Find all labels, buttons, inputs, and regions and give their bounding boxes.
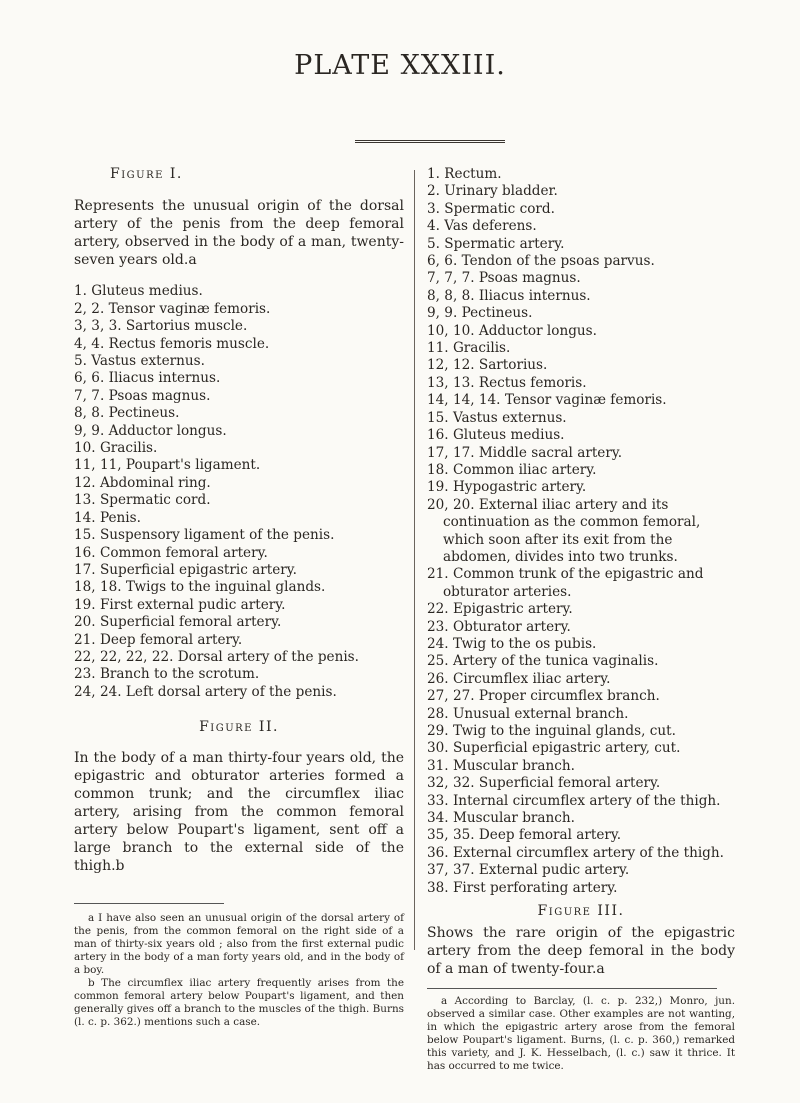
figure-2-legend-item: 3. Spermatic cord. xyxy=(427,200,555,217)
figure-1-legend-item: 1. Gluteus medius. xyxy=(74,283,203,300)
figure-2-legend-item: 17, 17. Middle sacral artery. xyxy=(427,444,623,461)
figure-1-legend-item: 21. Deep femoral artery. xyxy=(74,631,243,648)
figure-2-legend-item: 34. Muscular branch. xyxy=(427,810,575,827)
figure-1-legend-item: 12. Abdominal ring. xyxy=(74,474,211,491)
figure-3-description: Shows the rare origin of the epigastric artery from the deep femoral in the body of a man of twenty-four.a xyxy=(427,925,735,978)
figure-1-legend-item: 16. Common femoral artery. xyxy=(74,544,268,561)
figure-2-legend-item: 35, 35. Deep femoral artery. xyxy=(427,827,622,844)
figure-1-title: Figure I. xyxy=(110,166,183,182)
figure-2-legend-item: 8, 8, 8. Iliacus internus. xyxy=(427,287,591,304)
figure-2-legend-item: 1. Rectum. xyxy=(427,166,502,182)
figure-2-legend-item: 38. First perforating artery. xyxy=(427,879,618,896)
figure-2-title: Figure II. xyxy=(199,719,279,736)
figure-1-legend-item: 6, 6. Iliacus internus. xyxy=(74,370,221,387)
footnote-separator-right xyxy=(427,988,717,989)
figure-2-description: In the body of a man thirty-four years old, the epigastric and obturator arteries formed a common trunk; and the circumflex iliac artery, arising from the common femoral artery below Poupart's ligament, sent off a large branch to the external side of the thigh.b xyxy=(74,749,404,874)
figure-2-legend-item: 37, 37. External pudic artery. xyxy=(427,862,630,879)
figure-1-legend-item: 7, 7. Psoas magnus. xyxy=(74,387,211,404)
figure-1-legend-item: 4, 4. Rectus femoris muscle. xyxy=(74,335,270,352)
figure-2-legend-item: 21. Common trunk of the epigastric and obturator arteries. xyxy=(427,566,704,600)
figure-2-legend-item: 33. Internal circumflex artery of the thigh. xyxy=(427,792,721,809)
footnote-separator xyxy=(74,903,224,904)
figure-1-legend-item: 23. Branch to the scrotum. xyxy=(74,666,260,683)
figure-1-legend-item: 20. Superficial femoral artery. xyxy=(74,614,282,631)
figure-2-legend-item: 10, 10. Adductor longus. xyxy=(427,322,597,339)
figure-2-legend-item: 16. Gluteus medius. xyxy=(427,427,565,444)
figure-2-legend-item: 5. Spermatic artery. xyxy=(427,235,565,252)
figure-2-legend-item: 24. Twig to the os pubis. xyxy=(427,635,597,652)
figure-1-legend-item: 19. First external pudic artery. xyxy=(74,596,286,613)
footnote-right-a: a According to Barclay, (l. c. p. 232,) Monro, jun. observed a similar case. Other examples are not wanting, in which the epigastric artery arose from the femoral below Poupart's ligament. Burns, (l. c. p. 360,) remarked this variety, and J. K. Hesselbach, (l. c.) saw it thrice. It has occurred to me twice. xyxy=(427,995,735,1073)
figure-2-legend-item: 15. Vastus externus. xyxy=(427,409,567,426)
figure-1-legend-item: 11, 11, Poupart's ligament. xyxy=(74,457,261,474)
figure-2-legend-item: 22. Epigastric artery. xyxy=(427,601,573,618)
figure-2-legend-item: 7, 7, 7. Psoas magnus. xyxy=(427,270,581,287)
figure-2-legend-item: 26. Circumflex iliac artery. xyxy=(427,670,611,687)
plate-title: PLATE XXXIII. xyxy=(294,50,506,81)
figure-2-legend-item: 13, 13. Rectus femoris. xyxy=(427,374,587,391)
figure-1-legend-item: 10. Gracilis. xyxy=(74,440,158,457)
figure-1-legend-item: 22, 22, 22, 22. Dorsal artery of the penis. xyxy=(74,648,359,665)
right-column xyxy=(427,166,735,1073)
title-rule xyxy=(355,140,505,143)
figure-2-legend-item: 30. Superficial epigastric artery, cut. xyxy=(427,740,681,757)
figure-1-description: Represents the unusual origin of the dorsal artery of the penis from the deep femoral artery, observed in the body of a man, twenty-seven years old.a xyxy=(74,198,404,269)
figure-1-legend xyxy=(74,283,404,701)
figure-2-legend-item: 12, 12. Sartorius. xyxy=(427,357,548,374)
figure-2-legend-item: 28. Unusual external branch. xyxy=(427,705,629,722)
figure-2-legend-item: 25. Artery of the tunica vaginalis. xyxy=(427,653,659,670)
figure-2-legend-item: 36. External circumflex artery of the thigh. xyxy=(427,844,724,861)
footnote-a: a I have also seen an unusual origin of the dorsal artery of the penis, from the common femoral on the right side of a man of thirty-six years old ; also from the first external pudic artery in the body of a man forty years old, and in the body of a boy. xyxy=(74,911,404,976)
figure-3-title: Figure III. xyxy=(537,903,625,920)
figure-1-legend-item: 3, 3, 3. Sartorius muscle. xyxy=(74,318,248,335)
figure-2-legend-item: 6, 6. Tendon of the psoas parvus. xyxy=(427,253,655,270)
figure-2-legend-item: 4. Vas deferens. xyxy=(427,218,537,235)
figure-2-legend-item: 29. Twig to the inguinal glands, cut. xyxy=(427,723,676,739)
figure-2-legend-item: 23. Obturator artery. xyxy=(427,618,571,635)
figure-2-legend-item: 31. Muscular branch. xyxy=(427,757,575,774)
figure-2-legend-item: 19. Hypogastric artery. xyxy=(427,479,587,496)
figure-1-legend-item: 17. Superficial epigastric artery. xyxy=(74,561,297,578)
left-column xyxy=(74,166,404,1029)
figure-1-legend-item: 14. Penis. xyxy=(74,509,141,526)
figure-2-legend-item: 14, 14, 14. Tensor vaginæ femoris. xyxy=(427,392,667,409)
figure-1-legend-item: 18, 18. Twigs to the inguinal glands. xyxy=(74,579,326,596)
figure-2-legend-item: 32, 32. Superficial femoral artery. xyxy=(427,775,661,792)
figure-1-legend-item: 15. Suspensory ligament of the penis. xyxy=(74,527,335,544)
figure-2-legend-item: 11. Gracilis. xyxy=(427,340,511,357)
figure-2-legend-item: 2. Urinary bladder. xyxy=(427,183,558,200)
column-divider xyxy=(414,170,415,950)
figure-2-legend xyxy=(427,166,735,897)
figure-1-legend-item: 5. Vastus externus. xyxy=(74,353,205,370)
figure-2-legend-item: 20, 20. External iliac artery and its continuation as the common femoral, which soon after its exit from the abdomen, divides into two trunks. xyxy=(427,496,701,565)
figure-1-legend-item: 2, 2. Tensor vaginæ femoris. xyxy=(74,300,271,317)
footnote-b: b The circumflex iliac artery frequently arises from the common femoral artery below Poupart's ligament, and then generally gives off a branch to the muscles of the thigh. Burns (l. c. p. 362.) mentions such a case. xyxy=(74,976,404,1028)
figure-2-legend-item: 9, 9. Pectineus. xyxy=(427,305,533,322)
figure-1-legend-item: 24, 24. Left dorsal artery of the penis. xyxy=(74,683,337,700)
figure-2-legend-item: 18. Common iliac artery. xyxy=(427,461,597,478)
figure-2-legend-item: 27, 27. Proper circumflex branch. xyxy=(427,688,660,705)
figure-1-legend-item: 8, 8. Pectineus. xyxy=(74,405,180,422)
figure-1-legend-item: 9, 9. Adductor longus. xyxy=(74,422,227,439)
figure-1-legend-item: 13. Spermatic cord. xyxy=(74,492,211,509)
